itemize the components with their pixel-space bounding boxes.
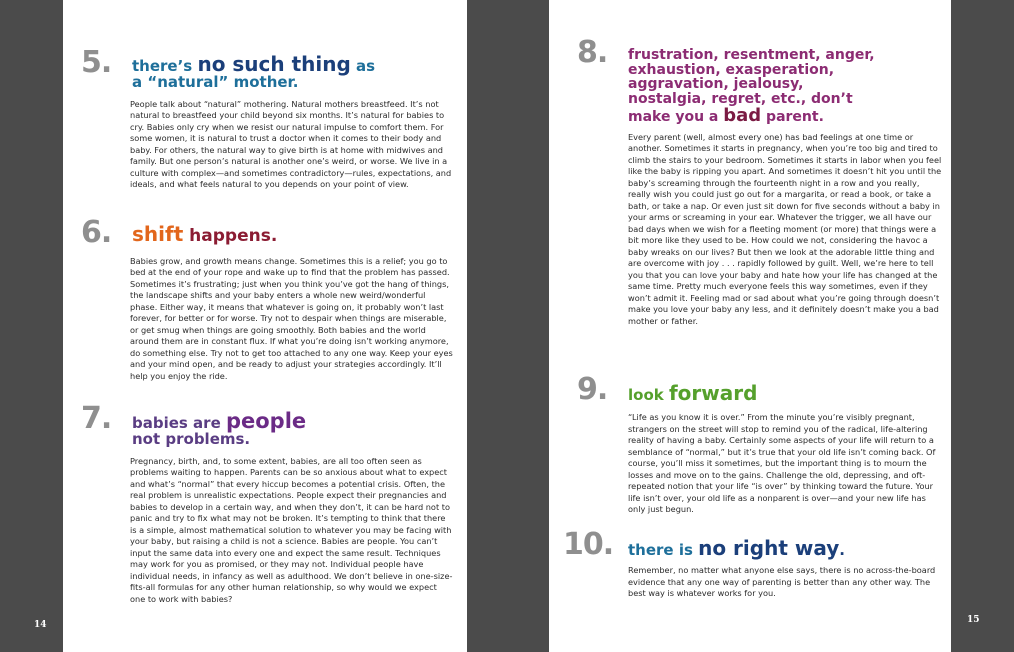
section-body: Babies grow, and growth means change. Sometimes this is a relief; you go to bed at the end of your rope and wake up to find that the problem has passed. Sometimes it’s frustrating; just when you think you’ve got the hang of things, the landscape shifts and your baby enters a whole new weird/wonderful phase. Either way, it means that whatever is going on, it probably won’t last forever, for better or for worse. Try not to despair when things are miserable, or get smug when things are going smoothly. Both babies and the world around them are in constant flux. If what you’re doing isn’t working anymore, do something else. Try not to get too attached to any one way. Keep your eyes and your mind open, and be ready to adjust your strategies accordingly. It’ll help you enjoy the ride. bbox=[130, 255, 453, 381]
section-heading: there is no right way. bbox=[628, 536, 845, 560]
section-number: 9. bbox=[577, 372, 608, 407]
section-body: Remember, no matter what anyone else says, there is no across-the-board evidence that any one way of parenting is better than any other way. The best way is whatever works for you. bbox=[628, 565, 936, 598]
right-page bbox=[549, 0, 951, 652]
section-number: 7. bbox=[81, 401, 112, 436]
section-number: 8. bbox=[577, 35, 608, 70]
section-number: 6. bbox=[81, 215, 112, 250]
section-6 bbox=[81, 215, 453, 382]
section-heading: there’s no such thing as a “natural” mother. bbox=[132, 52, 376, 91]
page-number-left: 14 bbox=[34, 620, 47, 630]
section-10 bbox=[563, 527, 943, 600]
section-5 bbox=[81, 45, 453, 191]
section-9 bbox=[577, 372, 943, 516]
left-page bbox=[63, 0, 467, 652]
section-body: People talk about “natural” mothering. Natural mothers breastfeed. It’s not natural to breastfeed your child beyond six months. It’s natural for babies to cry. Babies only cry when we resist our natural impulse to comfort them. For some women, it is natural to trust a doctor when it comes to their body and baby. For others, the natural way to give birth is at home with midwives and family. But one person’s natural is another one’s weird, or worse. We live in a culture with complex—and sometimes contradictory—rules, expectations, and ideals, and what feels natural to you depends on your point of view. bbox=[130, 98, 452, 190]
section-heading: look forward bbox=[628, 381, 758, 405]
section-body: Every parent (well, almost every one) has bad feelings at one time or another. Sometimes it starts in pregnancy, when you’re too big and tired to climb the stairs to your bedroom. Sometimes it starts in labor when you feel like the baby is ripping you apart. And sometimes it doesn’t hit you until the baby’s screaming through the fourteenth night in a row and you really, really wish you could just go out for a margarita, or read a book, or take a bath, or take a nap. Or even just sit down for five seconds without a baby in your arms or screaming in your ear. Whatever the trigger, we all have our bad days when we wish for a fleeting moment (or more) that things were a bit more like they used to be. How could we not, considering the havoc a baby wreaks on our lives? But then we look at the adorable little thing and are overcome with joy . . . rapidly followed by guilt. Well, we’re here to tell you that you can love your baby and hate how your life has changed at the same time. Pretty much everyone feels this way sometimes, even if they won’t admit it. Feeling mad or sad about what you’re going through doesn’t make you love your baby any less, and it definitely doesn’t make you a bad mother or father. bbox=[628, 131, 942, 326]
section-body: “Life as you know it is over.” From the minute you’re visibly pregnant, strangers on the street will stop to remind you of the radical, life-altering reality of having a baby. Certainly some aspects of your life will return to a semblance of “normal,” but it’s true that your old life isn’t coming back. Of course, you’ll miss it sometimes, but the important thing is to mourn the losses and move on to the gains. Challenge the old, depressing, and oft-repeated notion that your life “is over” by thinking toward the future. Your life isn’t over, your old life as a nonparent is over—and your new life has only just begun. bbox=[628, 412, 936, 514]
section-heading: babies are people not problems. bbox=[132, 409, 307, 449]
section-8 bbox=[577, 35, 943, 327]
section-body: Pregnancy, birth, and, to some extent, babies, are all too often seen as problems waiting to happen. Parents can be so anxious about what to expect and what’s “normal” that every hiccup becomes a potential crisis. Often, the real problem is unrealistic expectations. People expect their pregnancies and babies to develop in a certain way, and when they don’t, it can be hard not to panic and try to fix what may not be broken. It’s tempting to think that there is a simple, almost mathematical solution to whatever you may be facing with your baby, but raising a child is not a science. Babies are people. You can’t input the same data into every one and expect the same result. Techniques may work for you as promised, or they may not. Individual people have individual needs, in infancy as well as adulthood. We don’t believe in one-size-fits-all formulas for any other human relationship, so why would we expect one to work with babies? bbox=[130, 455, 453, 604]
section-number: 10. bbox=[563, 527, 614, 562]
section-7 bbox=[81, 401, 453, 605]
page-number-right: 15 bbox=[967, 615, 980, 625]
section-heading: frustration, resentment, anger, exhaustion, exasperation, aggravation, jealousy, nostalgia, regret, etc., don’t make you a bad parent. bbox=[628, 47, 875, 126]
section-heading: shift happens. bbox=[132, 222, 278, 246]
section-number: 5. bbox=[81, 45, 112, 80]
